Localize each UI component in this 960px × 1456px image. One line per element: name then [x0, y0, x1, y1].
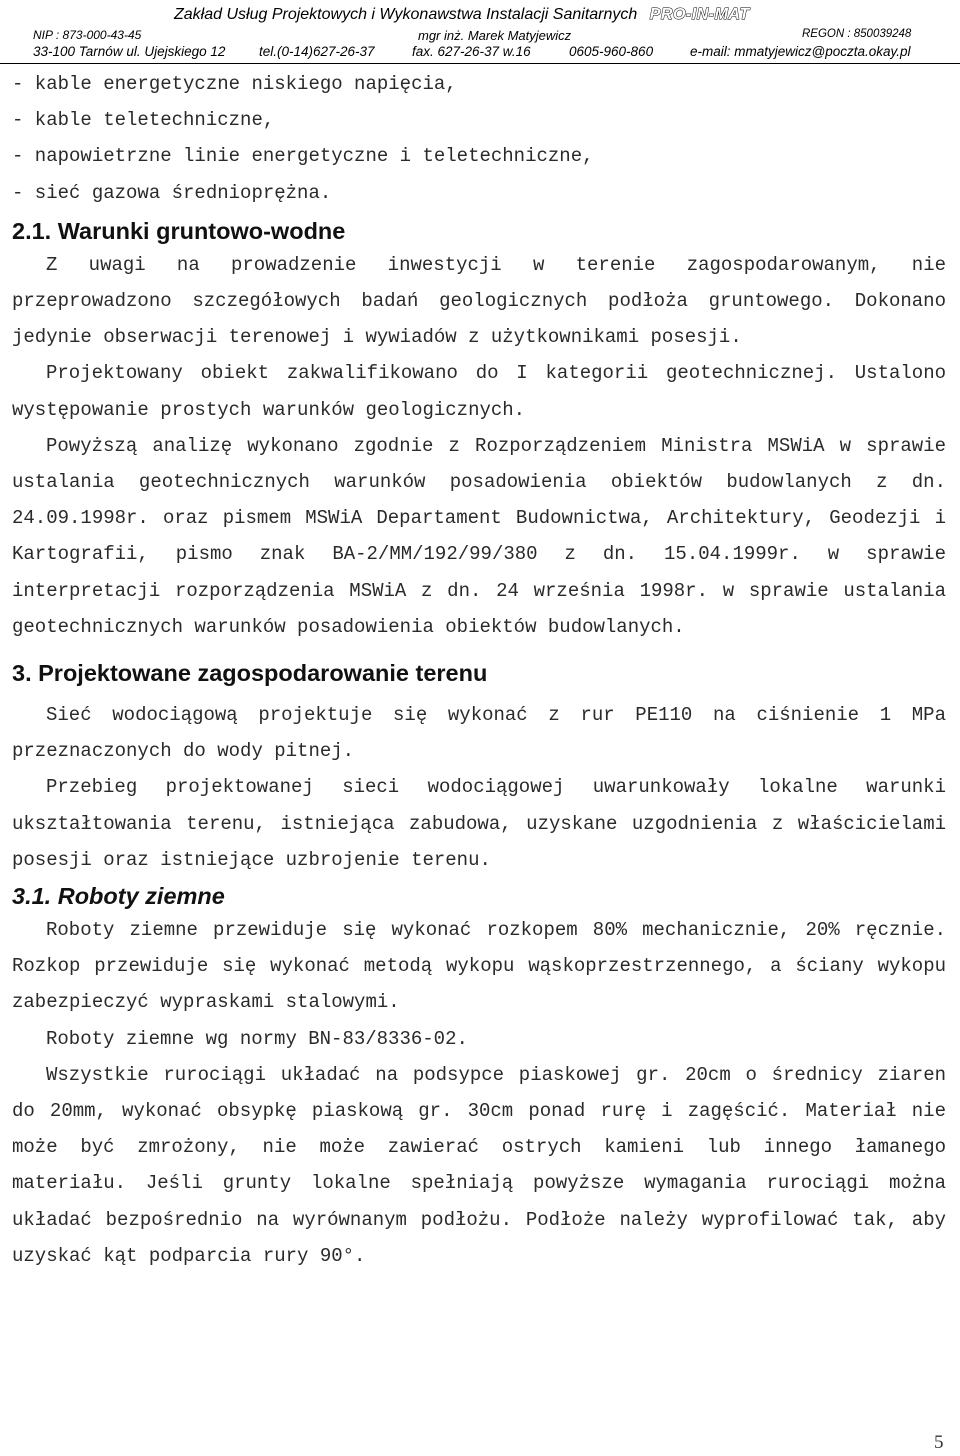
section-2-1-heading: 2.1. Warunki gruntowo-wodne — [12, 217, 346, 244]
paragraph: Roboty ziemne przewiduje się wykonać rozkopem 80% mechanicznie, 20% ręcznie. Rozkop przewiduje się wykonać metodą wykopu wąskoprzestrzennego, a ściany wykopu zabezpieczyć wypraskami stalowymi. — [12, 919, 946, 1014]
section-3-1-text — [12, 912, 946, 1274]
page-number: 5 — [934, 1432, 944, 1453]
section-3-heading: 3. Projektowane zagospodarowanie terenu — [12, 660, 488, 687]
section-2-1-text — [12, 247, 946, 645]
paragraph: Sieć wodociągową projektuje się wykonać z rur PE110 na ciśnienie 1 MPa przeznaczonych do wody pitnej. — [12, 704, 946, 763]
phone-number: tel.(0-14)627-26-37 — [259, 44, 375, 59]
engineer-name: mgr inż. Marek Matyjewicz — [418, 28, 572, 43]
section-3-1-heading: 3.1. Roboty ziemne — [12, 883, 225, 910]
document-body — [12, 66, 946, 1274]
regon-number: REGON : 850039248 — [802, 28, 912, 40]
list-item: - kable energetyczne niskiego napięcia, — [12, 73, 457, 95]
letterhead-divider — [0, 63, 960, 64]
company-address: 33-100 Tarnów ul. Ujejskiego 12 — [33, 44, 226, 59]
paragraph: Z uwagi na prowadzenie inwestycji w terenie zagospodarowanym, nie przeprowadzono szczegółowych badań geologicznych podłoża gruntowego. Dokonano jedynie obserwacji terenowej i wywiadów z użytkownikami posesji. — [12, 253, 946, 349]
paragraph: Przebieg projektowanej sieci wodociągowej uwarunkowały lokalne warunki ukształtowania terenu, istniejąca zabudowa, uzyskane uzgodnienia z właścicielami posesji oraz istniejące uzbrojenie terenu. — [12, 776, 946, 871]
letterhead — [0, 0, 960, 64]
paragraph: Roboty ziemne wg normy BN-83/8336-02. — [46, 1027, 468, 1050]
letterhead-company-row — [174, 6, 750, 24]
brand-logo: PRO-IN-MAT — [649, 6, 750, 23]
paragraph: Wszystkie rurociągi układać na podsypce piaskowej gr. 20cm o średnicy ziaren do 20mm, wykonać obsypkę piaskową gr. 30cm ponad rurę i zagęścić. Materiał nie może być zmrożony, nie może zawierać ostrych kamieni lub innego łamanego materiału. Jeśli grunty lokalne spełniają powyższe wymagania rurociągi można układać bezpośrednio na wyrównanym podłożu. Podłoże należy wyprofilować tak, aby uzyskać kąt podparcia rury 90°. — [12, 1063, 946, 1267]
email-address: e-mail: mmatyjewicz@poczta.okay.pl — [690, 44, 911, 59]
paragraph: Powyższą analizę wykonano zgodnie z Rozporządzeniem Ministra MSWiA w sprawie ustalania geotechnicznych warunków posadowienia obiektów budowlanych z dn. 24.09.1998r. oraz pismem MSWiA Departament Budownictwa, Architektury, Geodezji i Kartografii, pismo znak BA-2/MM/192/99/380 z dn. 15.04.1999r. w sprawie interpretacji rozporządzenia MSWiA z dn. 24 września 1998r. w sprawie ustalania geotechnicznych warunków posadowienia obiektów budowlanych. — [12, 434, 946, 638]
list-item: - kable teletechniczne, — [12, 109, 275, 132]
nip-number: NIP : 873-000-43-45 — [33, 28, 142, 42]
list-item: - napowietrzne linie energetyczne i teletechniczne, — [12, 145, 594, 168]
utility-list — [12, 66, 946, 211]
company-name: Zakład Usług Projektowych i Wykonawstwa Instalacji Sanitarnych — [174, 6, 638, 23]
list-item: - sieć gazowa średnioprężna. — [12, 181, 332, 204]
section-3-text — [12, 697, 946, 878]
mobile-number: 0605-960-860 — [569, 44, 654, 59]
paragraph: Projektowany obiekt zakwalifikowano do I kategorii geotechnicznej. Ustalono występowanie prostych warunków geologicznych. — [12, 362, 946, 421]
fax-number: fax. 627-26-37 w.16 — [412, 44, 531, 59]
